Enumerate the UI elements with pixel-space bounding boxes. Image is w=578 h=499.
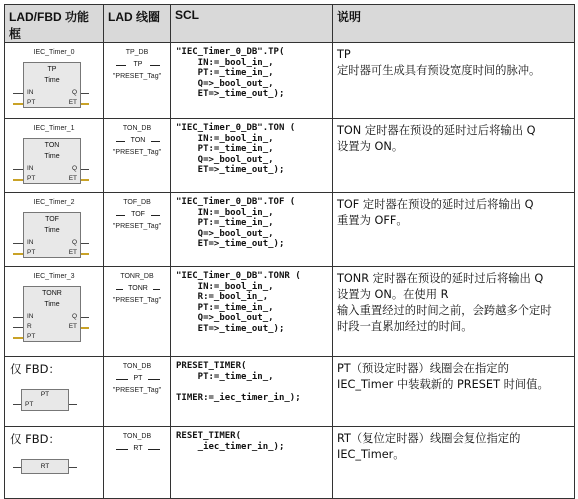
box-title: TOF [45,216,59,223]
coil-db: TP_DB [125,49,149,56]
pin-in: IN [27,165,34,172]
box-title: RT [40,463,50,470]
coil-tag: "PRESET_Tag" [112,73,162,80]
table-row [5,193,575,267]
table-row [5,357,575,427]
fbd-box [23,138,81,184]
pin-et: ET [68,323,77,330]
description: TP 定时器可生成具有预设宽度时间的脉冲。 [337,48,541,77]
coil [116,374,160,384]
header-scl: SCL [171,5,333,43]
coil-tag: "PRESET_Tag" [112,297,162,304]
box-title: TONR [42,290,62,297]
coil [116,210,160,220]
coil-db: TON_DB [122,363,152,370]
pin-pt: PT [27,99,36,106]
box-title: TP [47,66,57,73]
box-subtitle: Time [44,301,60,308]
pin-r: R [27,323,32,330]
timer-instructions-table [4,4,575,499]
fbd-box [23,62,81,108]
coil-tag: "PRESET_Tag" [112,149,162,156]
lad-cell [104,193,170,266]
coil [116,284,160,294]
coil [116,60,160,70]
coil-db: TON_DB [122,125,152,132]
coil-label: TP [133,61,143,68]
fbd-cell [5,43,103,118]
fbd-cell [5,267,103,356]
coil-db: TONR_DB [120,273,154,280]
coil-db: TON_DB [122,433,152,440]
fbd-cell [5,427,103,498]
scl-code: "IEC_Timer_0_DB".TON ( IN:=_bool_in_, PT:=_time_in_, Q=>_bool_out_, ET=>_time_out_); [176,123,296,176]
fbd-cell [5,193,103,266]
pin-in: IN [27,313,34,320]
pin-et: ET [68,99,77,106]
pt-box [21,389,69,411]
description: PT（预设定时器）线圈会在指定的 IEC_Timer 中装载新的 PRESET 时间值。 [337,362,549,391]
description: TON 定时器在预设的延时过后将输出 Q 设置为 ON。 [337,124,536,153]
rt-box [21,459,69,474]
lad-cell [104,427,170,498]
instance-name: IEC_Timer_2 [33,199,75,206]
fbd-only-label: 仅 FBD： [10,432,61,446]
description: TOF 定时器在预设的延时过后将输出 Q 重置为 OFF。 [337,198,534,227]
box-subtitle: Time [44,227,60,234]
pin-q: Q [71,89,77,96]
lad-cell [104,119,170,192]
description: RT（复位定时器）线圈会复位指定的 IEC_Timer。 [337,432,521,461]
pin-q: Q [71,313,77,320]
box-subtitle: Time [44,153,60,160]
table-row [5,267,575,357]
pin-pt: PT [27,333,36,340]
scl-code: "IEC_Timer_0_DB".TP( IN:=_bool_in_, PT:=_time_in_, Q=>_bool_out_, ET=>_time_out_); [176,47,285,100]
pin-q: Q [71,239,77,246]
scl-code: "IEC_Timer_0_DB".TOF ( IN:=_bool_in_, PT:=_time_in_, Q=>_bool_out_, ET=>_time_out_); [176,197,296,250]
header-desc: 说明 [333,5,575,43]
description: TONR 定时器在预设的延时过后将输出 Q 设置为 ON。在使用 R 输入重置经过的时间之前，会跨越多个定时 时段一直累加经过的时间。 [337,272,552,333]
pin-pt: PT [27,175,36,182]
box-subtitle: Time [44,77,60,84]
header-lad: LAD 线圈 [104,5,171,43]
fbd-box [23,212,81,258]
scl-code: "IEC_Timer_0_DB".TONR ( IN:=_bool_in_, R:=_bool_in_, PT:=_time_in_, Q=>_bool_out_, ET=>_time_out_); [176,271,301,334]
table-row [5,43,575,119]
pin-q: Q [71,165,77,172]
header-row [5,5,575,43]
instance-name: IEC_Timer_1 [33,125,75,132]
pin-pt: PT [27,249,36,256]
coil-label: RT [133,445,143,452]
coil-label: TON [130,137,146,144]
fbd-cell [5,357,103,426]
box-title: TON [44,142,60,149]
coil-label: TOF [131,211,145,218]
instance-name: IEC_Timer_0 [33,49,75,56]
box-title: PT [40,391,50,398]
pin-in: IN [27,239,34,246]
table-row [5,119,575,193]
coil [116,444,160,454]
coil-label: PT [133,375,143,382]
coil-tag: "PRESET_Tag" [112,387,162,394]
coil-db: TOF_DB [123,199,151,206]
lad-cell [104,267,170,356]
fbd-cell [5,119,103,192]
coil-label: TONR [128,285,148,292]
coil [116,136,160,146]
lad-cell [104,357,170,426]
scl-code: PRESET_TIMER( PT:=_time_in_, TIMER:=_iec_timer_in_); [176,361,301,403]
fbd-box [23,286,81,342]
scl-code: RESET_TIMER( _iec_timer_in_); [176,431,285,452]
pin-et: ET [68,175,77,182]
instance-name: IEC_Timer_3 [33,273,75,280]
header-fbd: LAD/FBD 功能框 [5,5,104,43]
fbd-only-label: 仅 FBD： [10,362,61,376]
pin-et: ET [68,249,77,256]
pin-in: IN [27,89,34,96]
pin-pt: PT [25,401,34,408]
lad-cell [104,43,170,118]
coil-tag: "PRESET_Tag" [112,223,162,230]
